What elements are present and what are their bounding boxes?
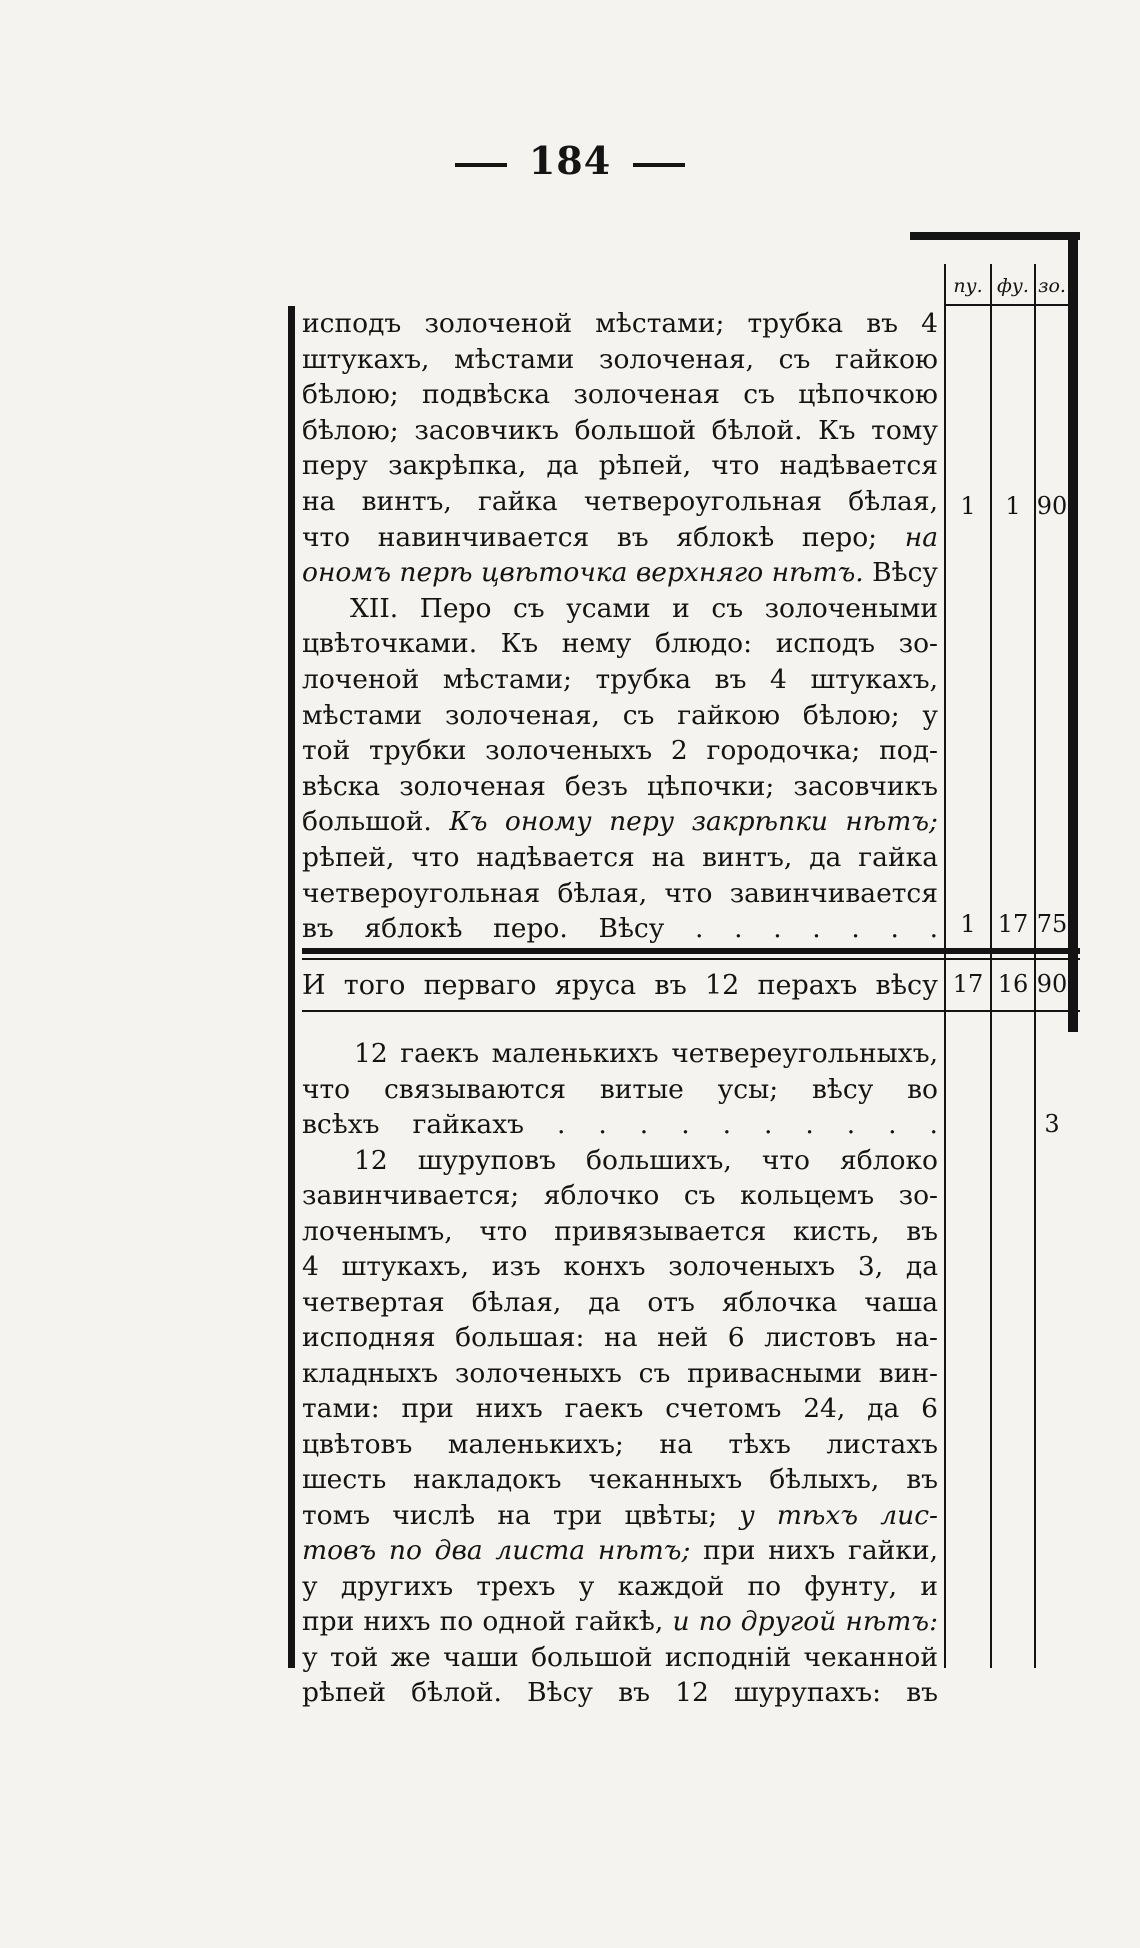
text-line: вѣска золоченая безъ цѣпочки; засовчикъ: [302, 770, 938, 802]
item-description-column-2: [302, 1036, 938, 1711]
text-line: лоченымъ, что привязывается кисть, въ: [302, 1215, 938, 1247]
total-label: И того перваго яруса въ 12 перахъ вѣсу: [302, 970, 938, 1001]
text-line: шесть накладокъ чеканныхъ бѣлыхъ, въ: [302, 1464, 938, 1495]
text-line: исподъ золоченой мѣстами; трубка въ 4: [302, 308, 938, 339]
total-rule-thin: [302, 958, 1080, 960]
text-line: на винтъ, гайка четвероугольная бѣлая,: [302, 485, 938, 517]
text-line: исподняя большая: на ней 6 листовъ на-: [302, 1322, 938, 1353]
text-line: что связываются витые усы; вѣсу во: [302, 1073, 938, 1105]
page-number: 184: [528, 138, 612, 183]
header-dash-right: [633, 163, 685, 167]
text-line: рѣпей, что надѣвается на винтъ, да гайка: [302, 841, 938, 873]
text-line: 12 гаекъ маленькихъ четвереугольныхъ,: [354, 1038, 938, 1069]
total-underline: [302, 1010, 1080, 1012]
text-line: у другихъ трехъ у каждой по фунту, и: [302, 1570, 938, 1602]
text-line: XII. Перо съ усами и съ золочеными: [350, 592, 938, 624]
italic-segment: на: [904, 521, 938, 553]
inventory-table: [288, 228, 1080, 1708]
text-line: [302, 804, 938, 840]
header-underline: [944, 304, 1070, 306]
item-description-column: [302, 306, 938, 947]
column-header-pud: пу.: [953, 275, 983, 297]
text-line: бѣлою; подвѣска золоченая съ цѣпочкою: [302, 379, 938, 411]
text-line: всѣхъ гайкахъ . . . . . . . . . .: [302, 1109, 938, 1140]
text-segment: томъ числѣ на три цвѣты;: [302, 1499, 718, 1531]
text-line: 12 шуруповъ большихъ, что яблоко: [354, 1144, 938, 1176]
total-funt: 16: [997, 970, 1029, 998]
text-line: четвертая бѣлая, да отъ яблочка чаша: [302, 1286, 938, 1318]
italic-segment: товъ по два листа нѣтъ;: [302, 1535, 691, 1566]
total-rule-thick: [302, 948, 1080, 954]
left-border: [288, 306, 295, 1668]
top-rule: [910, 232, 1080, 240]
text-line: у той же чаши большой исподній чеканной: [302, 1641, 938, 1673]
text-line: рѣпей бѣлой. Вѣсу въ 12 шурупахъ: въ: [302, 1677, 938, 1708]
value-funt: 17: [997, 910, 1029, 938]
text-line: перу закрѣпка, да рѣпей, что надѣвается: [302, 450, 938, 482]
text-segment: Вѣсу: [872, 557, 938, 589]
text-line: [302, 520, 938, 556]
text-line: бѣлою; засовчикъ большой бѣлой. Къ тому: [302, 414, 938, 446]
column-divider: [1034, 264, 1036, 1668]
page-header: [0, 138, 1140, 183]
italic-segment: у тѣхъ лис-: [739, 1499, 938, 1531]
value-funt: 1: [1005, 492, 1021, 520]
text-line: той трубки золоченыхъ 2 городочка; под-: [302, 735, 938, 767]
text-segment: большой.: [302, 806, 432, 838]
text-line: четвероугольная бѣлая, что завинчивается: [302, 877, 938, 909]
right-border: [1068, 232, 1078, 1032]
text-line: въ яблокѣ перо. Вѣсу . . . . . . .: [302, 913, 938, 945]
total-zol: 90: [1036, 970, 1068, 998]
text-line: [302, 1498, 938, 1534]
value-zol: 90: [1036, 492, 1068, 520]
text-line: цвѣточками. Къ нему блюдо: исподъ зо-: [302, 628, 938, 660]
value-pud: 1: [960, 910, 976, 938]
text-line: [302, 1604, 938, 1640]
text-line: лоченой мѣстами; трубка въ 4 штукахъ,: [302, 663, 938, 695]
text-line: штукахъ, мѣстами золоченая, съ гайкою: [302, 343, 938, 375]
total-pud: 17: [952, 970, 984, 998]
text-line: [302, 555, 938, 591]
text-line: [302, 1533, 938, 1569]
column-divider: [944, 264, 946, 1668]
value-pud: 1: [960, 492, 976, 520]
header-dash-left: [455, 163, 507, 167]
italic-segment: Къ оному перу закрѣпки нѣтъ;: [449, 806, 938, 838]
value-zol: 3: [1044, 1110, 1060, 1138]
column-header-funt: фу.: [997, 275, 1029, 297]
text-segment: при нихъ гайки,: [703, 1535, 938, 1566]
text-segment: при нихъ по одной гайкѣ,: [302, 1606, 664, 1637]
italic-segment: и по другой нѣтъ:: [672, 1606, 938, 1637]
text-line: кладныхъ золоченыхъ съ привасными вин-: [302, 1357, 938, 1389]
italic-segment: ономъ перѣ цвѣточка верхняго нѣтъ.: [302, 557, 864, 589]
column-divider: [990, 264, 992, 1668]
value-zol: 75: [1036, 910, 1068, 938]
text-line: 4 штукахъ, изъ конхъ золоченыхъ 3, да: [302, 1251, 938, 1282]
column-header-zol: зо.: [1038, 275, 1066, 297]
text-line: цвѣтовъ маленькихъ; на тѣхъ листахъ: [302, 1428, 938, 1460]
text-line: завинчивается; яблочко съ кольцемъ зо-: [302, 1180, 938, 1211]
text-segment: что навинчивается въ яблокѣ перо;: [302, 521, 878, 553]
text-line: тами: при нихъ гаекъ счетомъ 24, да 6: [302, 1393, 938, 1424]
text-line: мѣстами золоченая, съ гайкою бѣлою; у: [302, 699, 938, 731]
